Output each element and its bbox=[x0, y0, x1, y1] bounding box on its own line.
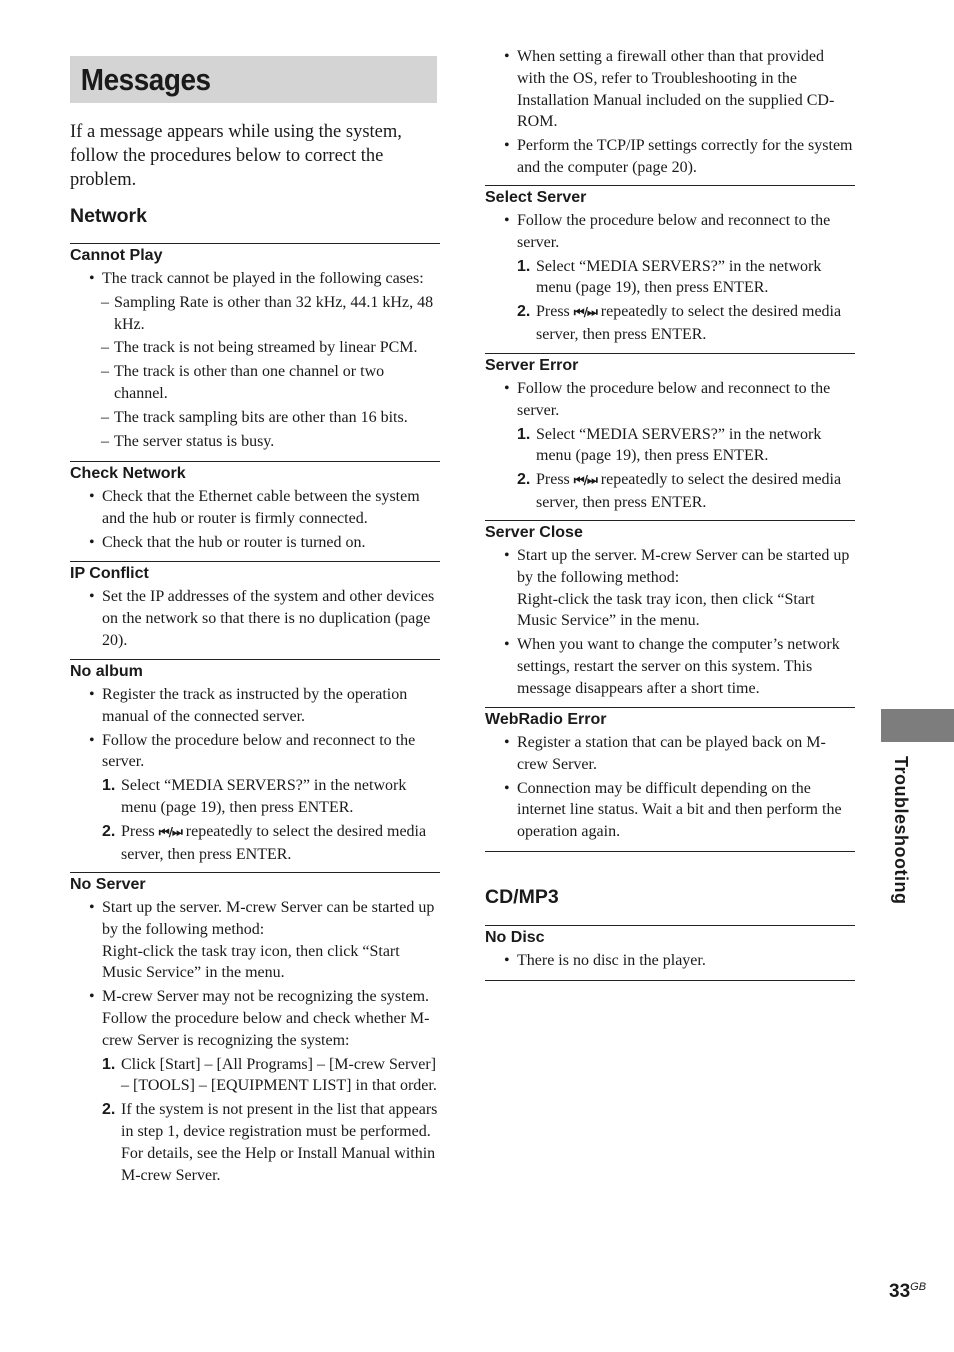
dash-item: – Sampling Rate is other than 32 kHz, 44.1 kHz, 48 kHz. bbox=[70, 292, 440, 336]
section-heading-cd-mp3: CD/MP3 bbox=[485, 886, 559, 908]
dash-item: – The track sampling bits are other than 16 bits. bbox=[70, 407, 440, 429]
step-number: 2. bbox=[517, 471, 531, 489]
message-title: Check Network bbox=[70, 465, 186, 482]
title-bar bbox=[70, 56, 437, 103]
step-item bbox=[70, 1099, 440, 1186]
bullet-item: • Follow the procedure below and reconnect to the server. bbox=[485, 378, 855, 422]
message-no-album bbox=[70, 659, 440, 865]
message-select-server bbox=[485, 185, 855, 346]
divider bbox=[485, 980, 855, 981]
step-text-post: repeatedly to select the desired media server, then press ENTER. bbox=[536, 471, 842, 511]
bullet-continuation: Right-click the task tray icon, then click “Start Music Service” in the menu. bbox=[102, 942, 400, 982]
side-tab-marker bbox=[881, 709, 954, 742]
bullet-item: • When you want to change the computer’s network settings, restart the server on this system. This message disappears after a short time. bbox=[485, 634, 855, 699]
bullet-item: • Check that the hub or router is turned on. bbox=[70, 532, 440, 554]
divider bbox=[485, 353, 855, 354]
message-title: WebRadio Error bbox=[485, 711, 607, 728]
bullet-item: • Connection may be difficult depending on the internet line status. Wait a bit and then perform the operation again. bbox=[485, 778, 855, 843]
step-item bbox=[70, 821, 440, 866]
dash-item: – The track is other than one channel or two channel. bbox=[70, 361, 440, 405]
step-text: Select “MEDIA SERVERS?” in the network menu (page 19), then press ENTER. bbox=[536, 425, 822, 465]
bullet-item: • The track cannot be played in the following cases: bbox=[70, 268, 440, 290]
step-text-pre: Press bbox=[536, 471, 570, 489]
divider bbox=[485, 707, 855, 708]
page-number-value: 33 bbox=[889, 1281, 911, 1302]
step-number: 1. bbox=[102, 1055, 116, 1073]
divider bbox=[70, 561, 440, 562]
intro-text: If a message appears while using the system, follow the procedures below to correct the problem. bbox=[70, 122, 402, 190]
bullet-item: • Register the track as instructed by the operation manual of the connected server. bbox=[70, 684, 440, 728]
message-title: Server Error bbox=[485, 357, 579, 374]
step-text-pre: Press bbox=[536, 303, 570, 321]
step-item bbox=[70, 1054, 440, 1098]
section-heading-network: Network bbox=[70, 205, 147, 227]
firewall-notes bbox=[485, 44, 855, 179]
bullet-item: • When setting a firewall other than that provided with the OS, refer to Troubleshooting in the Installation Manual included on the supplied CD-ROM. bbox=[485, 46, 855, 133]
bullet-continuation: Right-click the task tray icon, then click “Start Music Service” in the menu. bbox=[517, 590, 815, 630]
divider bbox=[70, 243, 440, 244]
message-title: IP Conflict bbox=[70, 565, 149, 582]
divider bbox=[70, 659, 440, 660]
bullet-item: • M-crew Server may not be recognizing the system. Follow the procedure below and check whether M-crew Server is recognizing the system: bbox=[70, 986, 440, 1051]
message-title: Server Close bbox=[485, 524, 583, 541]
bullet-item: • Follow the procedure below and reconnect to the server. bbox=[485, 210, 855, 254]
message-title: No album bbox=[70, 663, 143, 680]
skip-prev-next-icon: ⏮/⏭ bbox=[158, 824, 182, 839]
step-number: 2. bbox=[517, 303, 531, 321]
step-text-pre: Press bbox=[121, 822, 155, 840]
message-check-network bbox=[70, 461, 440, 553]
message-title: No Disc bbox=[485, 929, 545, 946]
step-text-post: repeatedly to select the desired media server, then press ENTER. bbox=[121, 822, 427, 863]
dash-item: – The server status is busy. bbox=[70, 431, 440, 453]
page-title: Messages bbox=[80, 62, 211, 97]
message-server-close bbox=[485, 520, 855, 700]
bullet-item: • There is no disc in the player. bbox=[485, 950, 855, 972]
skip-prev-next-icon: ⏮/⏭ bbox=[573, 305, 597, 320]
bullet-item: • Register a station that can be played back on M-crew Server. bbox=[485, 732, 855, 776]
message-cannot-play bbox=[70, 243, 440, 452]
step-text: Select “MEDIA SERVERS?” in the network menu (page 19), then press ENTER. bbox=[121, 777, 407, 816]
bullet-item: • Perform the TCP/IP settings correctly for the system and the computer (page 20). bbox=[485, 135, 855, 179]
message-title: Cannot Play bbox=[70, 247, 163, 264]
message-server-error bbox=[485, 353, 855, 514]
skip-prev-next-icon: ⏮/⏭ bbox=[573, 473, 597, 488]
divider bbox=[70, 461, 440, 462]
message-ip-conflict bbox=[70, 561, 440, 651]
divider bbox=[485, 925, 855, 926]
divider bbox=[485, 185, 855, 186]
step-text: Select “MEDIA SERVERS?” in the network menu (page 19), then press ENTER. bbox=[536, 257, 822, 297]
dash-item: – The track is not being streamed by linear PCM. bbox=[70, 337, 440, 359]
page-number bbox=[889, 1281, 926, 1303]
step-text: If the system is not present in the list that appears in step 1, device registration must be performed. For details, see the Help or Install Manual within M-crew Server. bbox=[121, 1101, 438, 1184]
step-number: 1. bbox=[102, 777, 116, 795]
step-text: Click [Start] – [All Programs] – [M-crew Server] – [TOOLS] – [EQUIPMENT LIST] in that order. bbox=[121, 1055, 437, 1095]
step-item bbox=[485, 424, 855, 468]
message-no-disc bbox=[485, 925, 855, 972]
step-text-post: repeatedly to select the desired media server, then press ENTER. bbox=[536, 303, 842, 343]
side-tab-label: Troubleshooting bbox=[891, 756, 911, 905]
bullet-item: • Set the IP addresses of the system and other devices on the network so that there is no duplication (page 20). bbox=[70, 586, 440, 651]
divider bbox=[485, 851, 855, 852]
step-item bbox=[485, 469, 855, 514]
step-item bbox=[485, 256, 855, 300]
bullet-item: • Check that the Ethernet cable between the system and the hub or router is firmly connected. bbox=[70, 486, 440, 530]
step-number: 2. bbox=[102, 822, 116, 840]
step-item bbox=[70, 775, 440, 819]
step-number: 1. bbox=[517, 425, 531, 443]
message-no-server bbox=[70, 872, 440, 1186]
message-title: No Server bbox=[70, 876, 146, 893]
bullet-item: • Start up the server. M-crew Server can be started up by the following method: bbox=[70, 897, 440, 941]
step-item bbox=[485, 301, 855, 346]
bullet-item: • Follow the procedure below and reconnect to the server. bbox=[70, 730, 440, 774]
page-number-suffix: GB bbox=[910, 1281, 927, 1293]
bullet-item: • Start up the server. M-crew Server can be started up by the following method: bbox=[485, 545, 855, 589]
message-title: Select Server bbox=[485, 189, 587, 206]
divider bbox=[485, 520, 855, 521]
step-number: 2. bbox=[102, 1101, 116, 1119]
message-webradio-error bbox=[485, 707, 855, 843]
divider bbox=[70, 872, 440, 873]
step-number: 1. bbox=[517, 257, 531, 275]
